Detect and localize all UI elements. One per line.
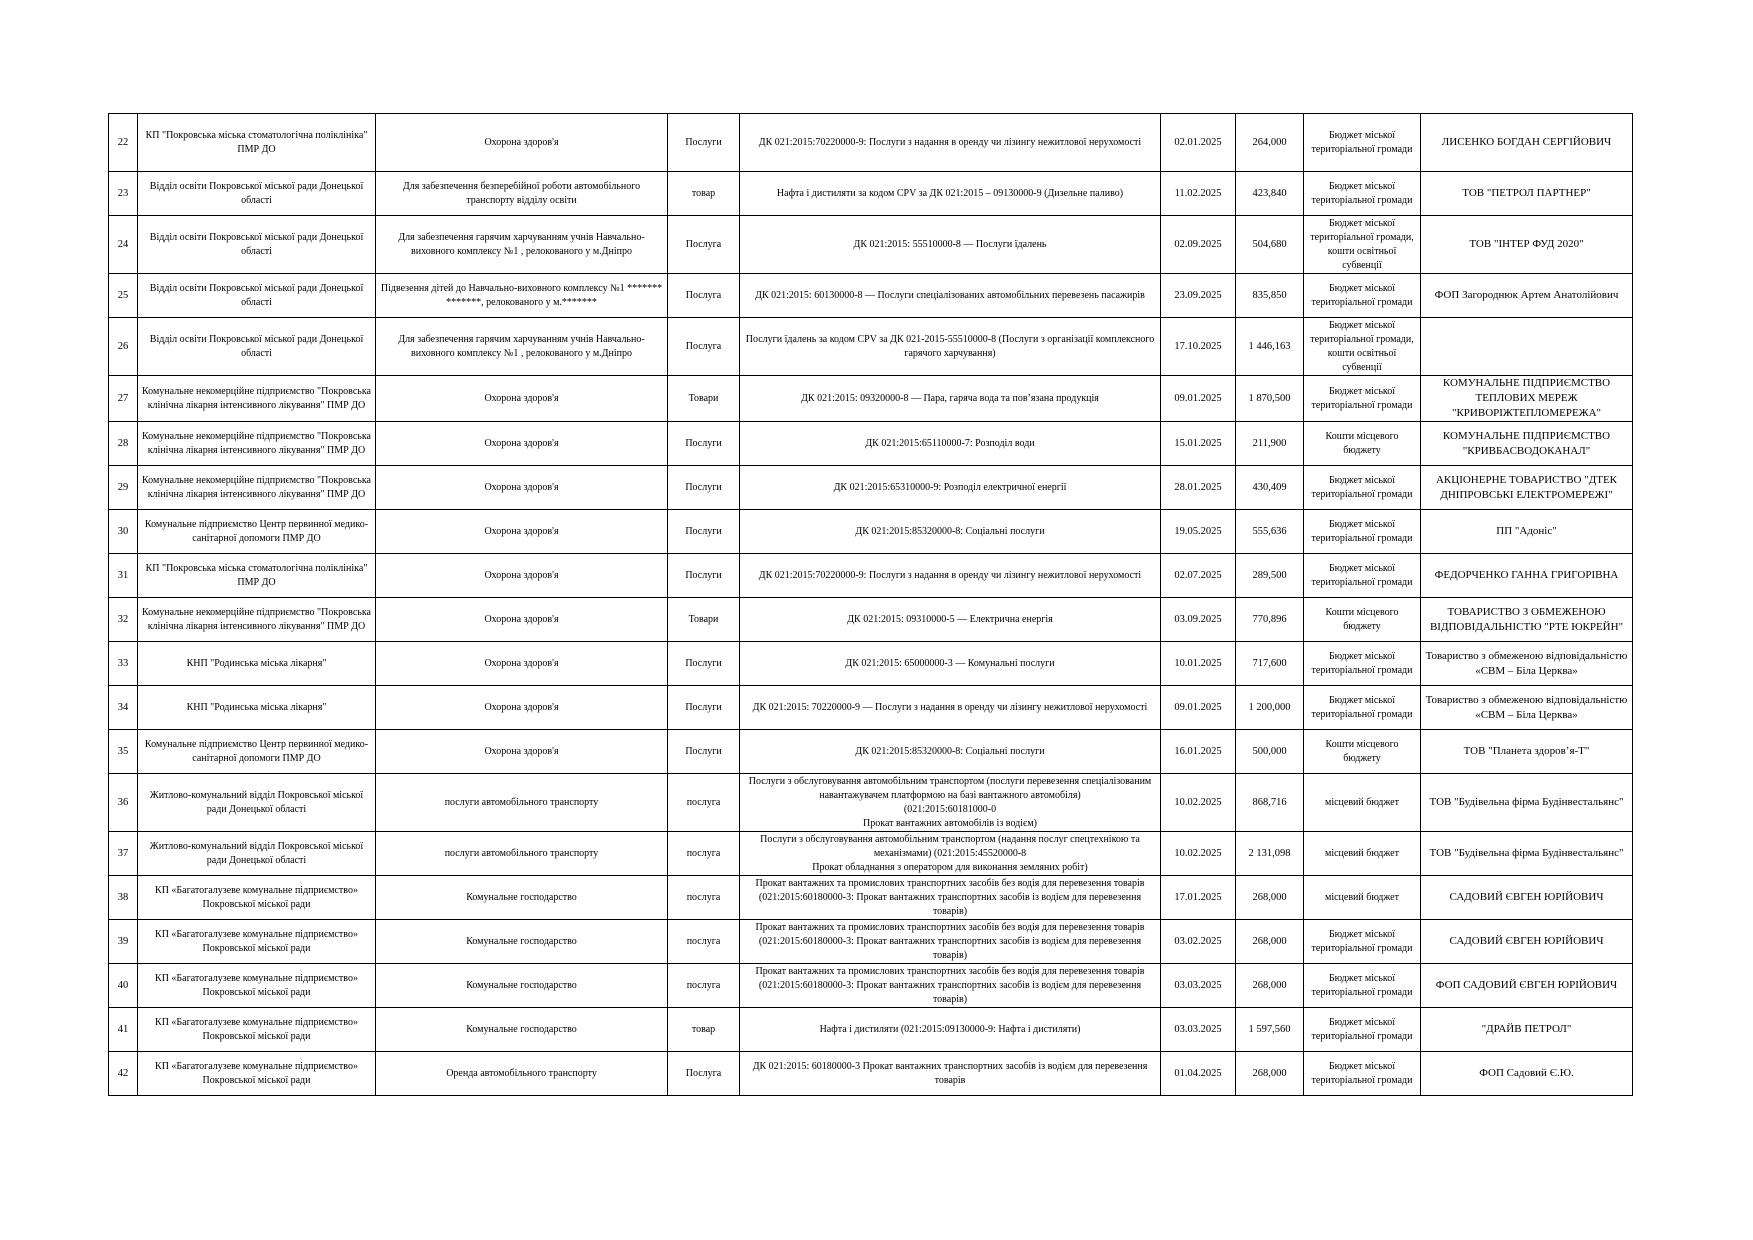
table-row [109,832,1633,876]
row-number: 39 [109,920,138,964]
procurement-type-cell: послуга [668,832,740,876]
purpose-cell: Комунальне господарство [376,876,668,920]
row-number: 41 [109,1008,138,1052]
procurement-type-cell: Послуги [668,686,740,730]
organization-cell: КП "Покровська міська стоматологічна поліклініка" ПМР ДО [138,114,376,172]
procurement-type-cell: Послуга [668,1052,740,1096]
purpose-cell: Охорона здоров'я [376,510,668,554]
supplier-cell: Товариство з обмеженою відповідальністю «СВМ – Біла Церква» [1421,642,1633,686]
table-row [109,466,1633,510]
funding-source-cell: Бюджет міської територіальної громади [1304,172,1421,216]
organization-cell: КП «Багатогалузеве комунальне підприємство» Покровської міської ради [138,876,376,920]
supplier-cell [1421,318,1633,376]
table-row [109,114,1633,172]
table-row [109,422,1633,466]
supplier-cell: "ДРАЙВ ПЕТРОЛ" [1421,1008,1633,1052]
funding-source-cell: Бюджет міської територіальної громади [1304,1052,1421,1096]
funding-source-cell: Бюджет міської територіальної громади [1304,686,1421,730]
date-cell: 19.05.2025 [1161,510,1236,554]
organization-cell: Відділ освіти Покровської міської ради Донецької області [138,172,376,216]
organization-cell: КП «Багатогалузеве комунальне підприємство» Покровської міської ради [138,920,376,964]
procurement-type-cell: Послуги [668,642,740,686]
organization-cell: КП «Багатогалузеве комунальне підприємство» Покровської міської ради [138,1008,376,1052]
table-row [109,554,1633,598]
row-number: 23 [109,172,138,216]
procurement-type-cell: Послуги [668,510,740,554]
table-row [109,730,1633,774]
procurement-item-cell: ДК 021:2015:70220000-9: Послуги з надання в оренду чи лізингу нежитлової нерухомості [740,554,1161,598]
purpose-cell: Для забезпечення гарячим харчуванням учнів Навчально-виховного комплексу №1 , релокованого у м.Дніпро [376,318,668,376]
date-cell: 01.04.2025 [1161,1052,1236,1096]
amount-cell: 268,000 [1236,1052,1304,1096]
table-row [109,598,1633,642]
funding-source-cell: Бюджет міської територіальної громади, кошти освітньої субвенції [1304,318,1421,376]
row-number: 37 [109,832,138,876]
amount-cell: 264,000 [1236,114,1304,172]
supplier-cell: АКЦІОНЕРНЕ ТОВАРИСТВО "ДТЕК ДНІПРОВСЬКІ ЕЛЕКТРОМЕРЕЖІ" [1421,466,1633,510]
procurement-item-cell: Послуги з обслуговування автомобільним транспортом (послуги перевезення спеціалізованим навантажувачем платформою на базі вантажного автомобіля) (021:2015:60181000-0 Прокат вантажних автомобілів із водієм) [740,774,1161,832]
funding-source-cell: Бюджет міської територіальної громади, кошти освітньої субвенції [1304,216,1421,274]
table-row [109,1008,1633,1052]
procurement-table-sheet [108,113,1632,1096]
table-row [109,1052,1633,1096]
organization-cell: Комунальне підприємство Центр первинної медико-санітарної допомоги ПМР ДО [138,730,376,774]
amount-cell: 268,000 [1236,920,1304,964]
row-number: 33 [109,642,138,686]
table-row [109,774,1633,832]
procurement-item-cell: ДК 021:2015: 65000000-3 — Комунальні послуги [740,642,1161,686]
amount-cell: 835,850 [1236,274,1304,318]
organization-cell: Відділ освіти Покровської міської ради Донецької області [138,216,376,274]
supplier-cell: ФОП Загороднюк Артем Анатолійович [1421,274,1633,318]
procurement-type-cell: товар [668,1008,740,1052]
purpose-cell: Охорона здоров'я [376,642,668,686]
date-cell: 09.01.2025 [1161,376,1236,422]
row-number: 26 [109,318,138,376]
row-number: 22 [109,114,138,172]
supplier-cell: ФОП Садовий Є.Ю. [1421,1052,1633,1096]
row-number: 31 [109,554,138,598]
date-cell: 23.09.2025 [1161,274,1236,318]
funding-source-cell: Кошти місцевого бюджету [1304,598,1421,642]
amount-cell: 504,680 [1236,216,1304,274]
date-cell: 17.10.2025 [1161,318,1236,376]
purpose-cell: Охорона здоров'я [376,114,668,172]
purpose-cell: Охорона здоров'я [376,554,668,598]
procurement-item-cell: ДК 021:2015: 70220000-9 — Послуги з надання в оренду чи лізингу нежитлової нерухомості [740,686,1161,730]
amount-cell: 2 131,098 [1236,832,1304,876]
funding-source-cell: Бюджет міської територіальної громади [1304,554,1421,598]
procurement-type-cell: послуга [668,920,740,964]
procurement-table [108,113,1633,1096]
organization-cell: КП "Покровська міська стоматологічна поліклініка" ПМР ДО [138,554,376,598]
procurement-item-cell: Прокат вантажних та промислових транспортних засобів без водія для перевезення товарів (021:2015:60180000-3: Прокат вантажних транспортних засобів із водієм для перевезення товарів) [740,876,1161,920]
row-number: 27 [109,376,138,422]
row-number: 30 [109,510,138,554]
purpose-cell: Охорона здоров'я [376,466,668,510]
amount-cell: 1 597,560 [1236,1008,1304,1052]
table-row [109,318,1633,376]
supplier-cell: САДОВИЙ ЄВГЕН ЮРІЙОВИЧ [1421,876,1633,920]
procurement-item-cell: Нафта і дистиляти за кодом CPV за ДК 021:2015 – 09130000-9 (Дизельне паливо) [740,172,1161,216]
date-cell: 03.03.2025 [1161,964,1236,1008]
funding-source-cell: Кошти місцевого бюджету [1304,422,1421,466]
organization-cell: Житлово-комунальний відділ Покровської міської ради Донецької області [138,832,376,876]
organization-cell: Комунальне некомерційне підприємство "Покровська клінічна лікарня інтенсивного лікування" ПМР ДО [138,422,376,466]
funding-source-cell: Бюджет міської територіальної громади [1304,274,1421,318]
table-row [109,172,1633,216]
amount-cell: 211,900 [1236,422,1304,466]
procurement-item-cell: Послуги їдалень за кодом CPV за ДК 021-2015-55510000-8 (Послуги з організації комплексного гарячого харчування) [740,318,1161,376]
date-cell: 17.01.2025 [1161,876,1236,920]
row-number: 29 [109,466,138,510]
procurement-item-cell: Нафта і дистиляти (021:2015:09130000-9: Нафта і дистиляти) [740,1008,1161,1052]
procurement-type-cell: Послуги [668,730,740,774]
supplier-cell: ПП "Адоніс" [1421,510,1633,554]
date-cell: 02.01.2025 [1161,114,1236,172]
procurement-type-cell: Товари [668,598,740,642]
organization-cell: Комунальне некомерційне підприємство "Покровська клінічна лікарня інтенсивного лікування" ПМР ДО [138,466,376,510]
organization-cell: КП «Багатогалузеве комунальне підприємство» Покровської міської ради [138,1052,376,1096]
supplier-cell: ТОВ "Планета здоров’я-Т" [1421,730,1633,774]
table-row [109,216,1633,274]
date-cell: 10.02.2025 [1161,832,1236,876]
purpose-cell: Охорона здоров'я [376,730,668,774]
date-cell: 10.01.2025 [1161,642,1236,686]
procurement-item-cell: ДК 021:2015:70220000-9: Послуги з надання в оренду чи лізингу нежитлової нерухомості [740,114,1161,172]
procurement-item-cell: ДК 021:2015: 09320000-8 — Пара, гаряча вода та пов’язана продукція [740,376,1161,422]
table-row [109,686,1633,730]
purpose-cell: Охорона здоров'я [376,686,668,730]
procurement-item-cell: Послуги з обслуговування автомобільним транспортом (надання послуг спецтехнікою та механізмами) (021:2015:45520000-8 Прокат обладнання з оператором для виконання земляних робіт) [740,832,1161,876]
supplier-cell: ТОВАРИСТВО З ОБМЕЖЕНОЮ ВІДПОВІДАЛЬНІСТЮ "РТЕ ЮКРЕЙН" [1421,598,1633,642]
supplier-cell: КОМУНАЛЬНЕ ПІДПРИЄМСТВО ТЕПЛОВИХ МЕРЕЖ "КРИВОРІЖТЕПЛОМЕРЕЖА" [1421,376,1633,422]
table-row [109,920,1633,964]
procurement-type-cell: послуга [668,964,740,1008]
purpose-cell: Комунальне господарство [376,964,668,1008]
procurement-item-cell: ДК 021:2015: 60130000-8 — Послуги спеціалізованих автомобільних перевезень пасажирів [740,274,1161,318]
funding-source-cell: Бюджет міської територіальної громади [1304,642,1421,686]
organization-cell: Комунальне некомерційне підприємство "Покровська клінічна лікарня інтенсивного лікування" ПМР ДО [138,598,376,642]
amount-cell: 868,716 [1236,774,1304,832]
procurement-type-cell: Послуга [668,318,740,376]
row-number: 28 [109,422,138,466]
row-number: 36 [109,774,138,832]
row-number: 35 [109,730,138,774]
amount-cell: 770,896 [1236,598,1304,642]
row-number: 38 [109,876,138,920]
procurement-type-cell: Послуги [668,554,740,598]
amount-cell: 500,000 [1236,730,1304,774]
organization-cell: Відділ освіти Покровської міської ради Донецької області [138,318,376,376]
supplier-cell: ТОВ "ІНТЕР ФУД 2020" [1421,216,1633,274]
procurement-type-cell: Послуги [668,466,740,510]
funding-source-cell: місцевий бюджет [1304,832,1421,876]
procurement-type-cell: Послуги [668,114,740,172]
purpose-cell: Охорона здоров'я [376,422,668,466]
supplier-cell: САДОВИЙ ЄВГЕН ЮРІЙОВИЧ [1421,920,1633,964]
organization-cell: КНП "Родинська міська лікарня" [138,686,376,730]
amount-cell: 1 870,500 [1236,376,1304,422]
table-row [109,510,1633,554]
procurement-item-cell: ДК 021:2015:65110000-7: Розподіл води [740,422,1161,466]
funding-source-cell: Бюджет міської територіальної громади [1304,1008,1421,1052]
funding-source-cell: Бюджет міської територіальної громади [1304,510,1421,554]
procurement-type-cell: Послуги [668,422,740,466]
funding-source-cell: місцевий бюджет [1304,774,1421,832]
row-number: 42 [109,1052,138,1096]
purpose-cell: Комунальне господарство [376,1008,668,1052]
procurement-item-cell: ДК 021:2015: 60180000-3 Прокат вантажних транспортних засобів із водієм для перевезення товарів [740,1052,1161,1096]
procurement-item-cell: Прокат вантажних та промислових транспортних засобів без водія для перевезення товарів (021:2015:60180000-3: Прокат вантажних транспортних засобів із водієм для перевезення товарів) [740,920,1161,964]
organization-cell: КНП "Родинська міська лікарня" [138,642,376,686]
table-row [109,376,1633,422]
date-cell: 28.01.2025 [1161,466,1236,510]
procurement-item-cell: ДК 021:2015: 09310000-5 — Електрична енергія [740,598,1161,642]
procurement-type-cell: Товари [668,376,740,422]
row-number: 24 [109,216,138,274]
purpose-cell: послуги автомобільного транспорту [376,774,668,832]
row-number: 34 [109,686,138,730]
supplier-cell: ТОВ "Будівельна фірма Будінвестальянс" [1421,832,1633,876]
table-row [109,964,1633,1008]
funding-source-cell: Бюджет міської територіальної громади [1304,466,1421,510]
supplier-cell: Товариство з обмеженою відповідальністю «СВМ – Біла Церква» [1421,686,1633,730]
date-cell: 10.02.2025 [1161,774,1236,832]
procurement-type-cell: послуга [668,876,740,920]
purpose-cell: Комунальне господарство [376,920,668,964]
organization-cell: Відділ освіти Покровської міської ради Донецької області [138,274,376,318]
date-cell: 02.09.2025 [1161,216,1236,274]
procurement-item-cell: ДК 021:2015:65310000-9: Розподіл електричної енергії [740,466,1161,510]
procurement-item-cell: ДК 021:2015:85320000-8: Соціальні послуги [740,510,1161,554]
amount-cell: 430,409 [1236,466,1304,510]
table-row [109,642,1633,686]
date-cell: 03.09.2025 [1161,598,1236,642]
date-cell: 03.03.2025 [1161,1008,1236,1052]
date-cell: 16.01.2025 [1161,730,1236,774]
amount-cell: 268,000 [1236,876,1304,920]
procurement-item-cell: Прокат вантажних та промислових транспортних засобів без водія для перевезення товарів (021:2015:60180000-3: Прокат вантажних транспортних засобів із водієм для перевезення товарів) [740,964,1161,1008]
organization-cell: Комунальне некомерційне підприємство "Покровська клінічна лікарня інтенсивного лікування" ПМР ДО [138,376,376,422]
organization-cell: Комунальне підприємство Центр первинної медико-санітарної допомоги ПМР ДО [138,510,376,554]
procurement-type-cell: Послуга [668,274,740,318]
date-cell: 03.02.2025 [1161,920,1236,964]
table-row [109,274,1633,318]
row-number: 25 [109,274,138,318]
funding-source-cell: Бюджет міської територіальної громади [1304,114,1421,172]
amount-cell: 555,636 [1236,510,1304,554]
procurement-type-cell: товар [668,172,740,216]
amount-cell: 1 446,163 [1236,318,1304,376]
date-cell: 09.01.2025 [1161,686,1236,730]
date-cell: 11.02.2025 [1161,172,1236,216]
funding-source-cell: Бюджет міської територіальної громади [1304,376,1421,422]
amount-cell: 717,600 [1236,642,1304,686]
date-cell: 02.07.2025 [1161,554,1236,598]
row-number: 32 [109,598,138,642]
organization-cell: КП «Багатогалузеве комунальне підприємство» Покровської міської ради [138,964,376,1008]
purpose-cell: Оренда автомобільного транспорту [376,1052,668,1096]
supplier-cell: ЛИСЕНКО БОГДАН СЕРГІЙОВИЧ [1421,114,1633,172]
supplier-cell: ФЕДОРЧЕНКО ГАННА ГРИГОРІВНА [1421,554,1633,598]
date-cell: 15.01.2025 [1161,422,1236,466]
supplier-cell: ФОП САДОВИЙ ЄВГЕН ЮРІЙОВИЧ [1421,964,1633,1008]
amount-cell: 423,840 [1236,172,1304,216]
purpose-cell: Для забезпечення гарячим харчуванням учнів Навчально-виховного комплексу №1 , релокованого у м.Дніпро [376,216,668,274]
amount-cell: 1 200,000 [1236,686,1304,730]
table-row [109,876,1633,920]
purpose-cell: Охорона здоров'я [376,598,668,642]
amount-cell: 289,500 [1236,554,1304,598]
purpose-cell: Для забезпечення безперебійної роботи автомобільного транспорту відділу освіти [376,172,668,216]
funding-source-cell: Кошти місцевого бюджету [1304,730,1421,774]
procurement-type-cell: Послуга [668,216,740,274]
funding-source-cell: місцевий бюджет [1304,876,1421,920]
supplier-cell: КОМУНАЛЬНЕ ПІДПРИЄМСТВО "КРИВБАСВОДОКАНАЛ" [1421,422,1633,466]
organization-cell: Житлово-комунальний відділ Покровської міської ради Донецької області [138,774,376,832]
procurement-item-cell: ДК 021:2015:85320000-8: Соціальні послуги [740,730,1161,774]
purpose-cell: Підвезення дітей до Навчально-виховного комплексу №1 ******* *******, релокованого у м.******* [376,274,668,318]
funding-source-cell: Бюджет міської територіальної громади [1304,964,1421,1008]
funding-source-cell: Бюджет міської територіальної громади [1304,920,1421,964]
purpose-cell: Охорона здоров'я [376,376,668,422]
supplier-cell: ТОВ "ПЕТРОЛ ПАРТНЕР" [1421,172,1633,216]
supplier-cell: ТОВ "Будівельна фірма Будінвестальянс" [1421,774,1633,832]
procurement-type-cell: послуга [668,774,740,832]
purpose-cell: послуги автомобільного транспорту [376,832,668,876]
row-number: 40 [109,964,138,1008]
amount-cell: 268,000 [1236,964,1304,1008]
procurement-item-cell: ДК 021:2015: 55510000-8 — Послуги їдалень [740,216,1161,274]
